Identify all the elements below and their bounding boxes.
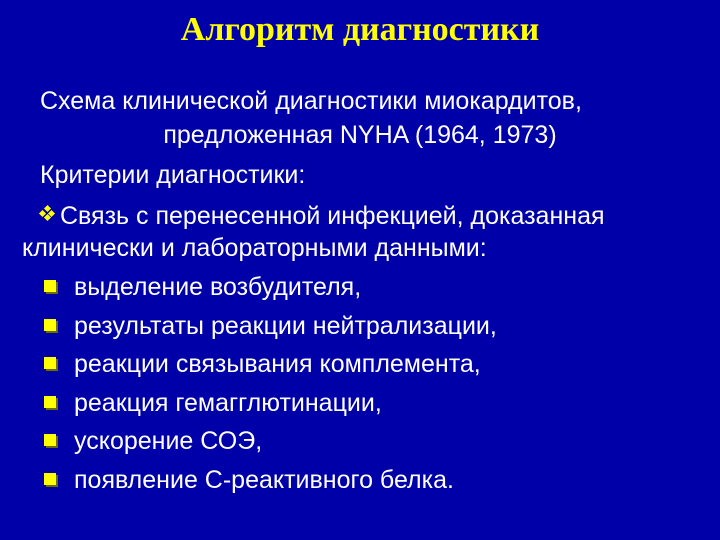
subtitle-line-2: предложенная NYHA (1964, 1973) xyxy=(163,121,557,149)
lead-line-1-text: Связь с перенесенной инфекцией, доказанная xyxy=(60,202,605,230)
square-bullet-icon xyxy=(44,357,56,369)
list-item-text: ускорение СОЭ, xyxy=(74,427,263,455)
lead-line-2: клинически и лабораторными данными: xyxy=(22,234,487,262)
list-item-text: выделение возбудителя, xyxy=(74,273,362,301)
square-bullet-icon xyxy=(44,396,56,408)
list-item xyxy=(44,311,497,350)
slide-title: Алгоритм диагностики xyxy=(180,11,540,48)
list-item-text: реакции связывания комплемента, xyxy=(74,350,481,378)
lead-line-1 xyxy=(22,201,605,231)
criteria-list xyxy=(44,272,497,503)
list-item-text: результаты реакции нейтрализации, xyxy=(74,311,497,340)
list-item-text: реакция гемагглютинации, xyxy=(74,388,382,417)
list-item xyxy=(44,388,497,427)
square-bullet-icon xyxy=(44,434,56,446)
list-item xyxy=(44,426,497,465)
square-bullet-icon xyxy=(44,473,56,485)
list-item xyxy=(44,349,497,388)
lead-paragraph xyxy=(22,201,605,263)
list-item xyxy=(44,465,497,504)
square-bullet-icon xyxy=(44,280,56,292)
list-item-text: появление С-реактивного белка. xyxy=(74,465,454,494)
subtitle-line-1: Схема клинической диагностики миокардитов, xyxy=(40,87,582,115)
square-bullet-icon xyxy=(44,319,56,331)
criteria-heading: Критерии диагностики: xyxy=(40,161,306,189)
four-diamond-bullet-icon xyxy=(40,206,54,220)
list-item xyxy=(44,272,497,311)
